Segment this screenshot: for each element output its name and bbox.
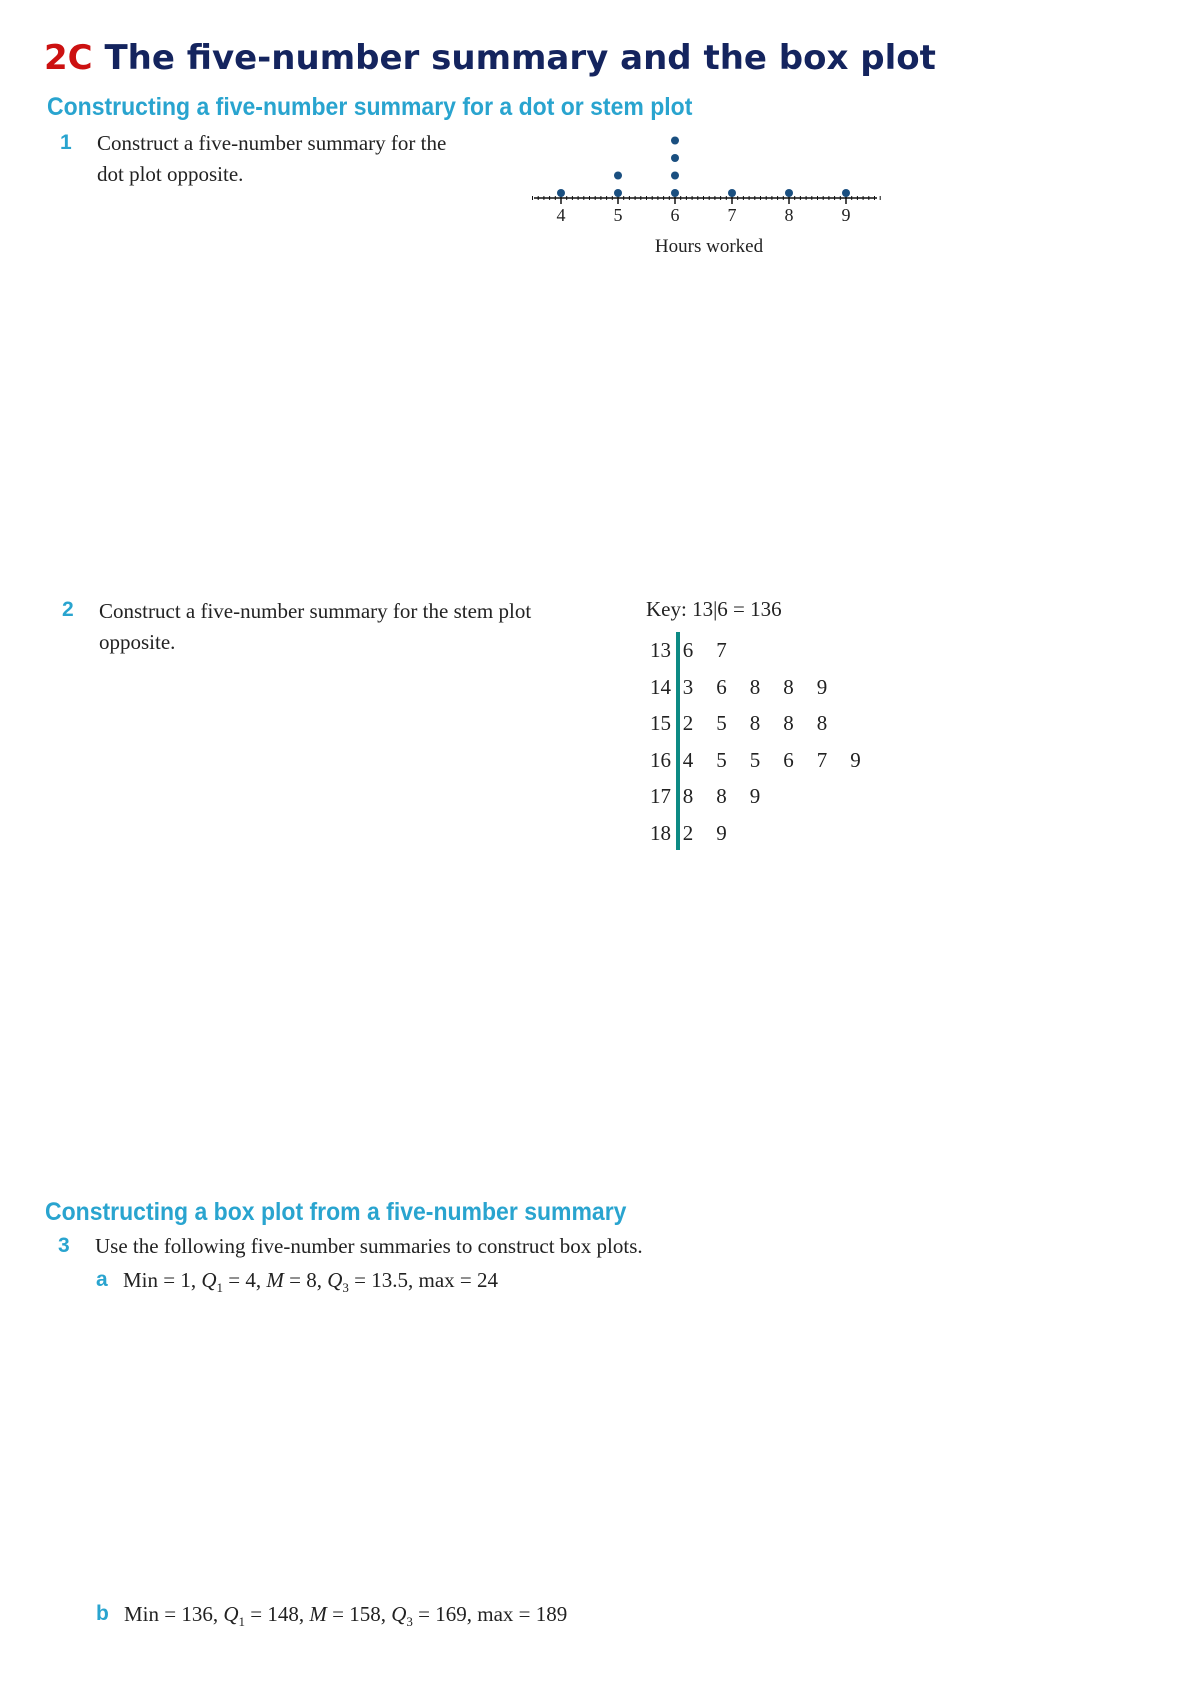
leaf-value: 6 xyxy=(716,674,727,699)
data-dot xyxy=(728,189,736,197)
stem-value: 16 xyxy=(650,747,671,772)
question-1-line-1: Construct a five-number summary for the xyxy=(97,131,447,155)
stem-value: 15 xyxy=(650,711,671,735)
data-dot xyxy=(614,189,622,197)
leaf-value: 9 xyxy=(850,747,861,772)
section-heading-box-plot: Constructing a box plot from a five-number summary xyxy=(45,1198,627,1226)
leaf-value: 9 xyxy=(749,784,761,808)
part-a-summary: Min = 1, $Q_1 = 4$, M = 8, $Q_3 = 13.5$, max = 24 xyxy=(123,1268,498,1296)
question-2-text xyxy=(99,596,531,658)
stem-plot-key: Key: 13|6 = 136 xyxy=(646,597,782,621)
question-3-text: Use the following five-number summaries to construct box plots. xyxy=(95,1234,643,1258)
leaf-value: 8 xyxy=(749,711,761,735)
question-2-line-1: Construct a five-number summary for the stem plot xyxy=(99,599,532,623)
leaf-value: 7 xyxy=(816,747,828,772)
stem-row xyxy=(646,632,727,668)
data-dot xyxy=(671,172,679,180)
question-number-3: 3 xyxy=(58,1234,70,1257)
part-a-label: a xyxy=(96,1268,108,1291)
leaf-value: 8 xyxy=(716,784,727,808)
data-dot xyxy=(785,189,793,197)
stem-value: 18 xyxy=(650,820,671,845)
leaf-value: 9 xyxy=(816,674,828,699)
leaf-value: 9 xyxy=(716,820,727,845)
dot-plot xyxy=(525,125,885,260)
stem-value: 13 xyxy=(650,638,671,662)
leaf-value: 7 xyxy=(716,638,727,662)
leaf-value: 5 xyxy=(716,747,727,772)
question-1-line-2: dot plot opposite. xyxy=(97,162,244,186)
leaf-value: 8 xyxy=(749,674,761,699)
dots xyxy=(557,137,850,198)
section-heading-dot-stem: Constructing a five-number summary for a dot or stem plot xyxy=(47,93,693,121)
tick-label: 9 xyxy=(841,205,851,225)
tick-label: 5 xyxy=(613,205,623,225)
stem-row xyxy=(646,742,861,778)
leaf-value: 2 xyxy=(682,820,694,845)
data-dot xyxy=(671,189,679,197)
tick-label: 7 xyxy=(727,205,737,225)
question-number-1: 1 xyxy=(60,131,72,154)
section-code: 2C xyxy=(44,38,93,78)
question-2-line-2: opposite. xyxy=(99,630,176,654)
data-dot xyxy=(557,189,565,197)
data-dot xyxy=(842,189,850,197)
stem-divider xyxy=(676,632,680,850)
leaf-value: 5 xyxy=(716,711,727,735)
leaf-value: 8 xyxy=(783,711,794,735)
question-1-text xyxy=(97,128,446,190)
data-dot xyxy=(671,137,679,145)
data-dot xyxy=(614,172,622,180)
page-title xyxy=(44,38,936,78)
tick-label: 8 xyxy=(784,205,794,225)
stem-row xyxy=(646,705,828,741)
leaf-value: 8 xyxy=(816,711,828,735)
question-number-2: 2 xyxy=(62,598,74,621)
stem-row xyxy=(646,778,761,814)
stem-value: 17 xyxy=(650,784,671,808)
leaf-value: 6 xyxy=(783,747,794,772)
leaf-value: 2 xyxy=(682,711,694,735)
leaf-value: 4 xyxy=(682,747,694,772)
part-b-label: b xyxy=(96,1602,109,1625)
stem-value: 14 xyxy=(650,674,671,699)
leaf-value: 3 xyxy=(682,674,694,699)
stem-row xyxy=(646,815,727,851)
tick-label: 4 xyxy=(556,205,566,225)
stem-row xyxy=(646,669,828,705)
leaf-value: 5 xyxy=(749,747,761,772)
tick-label: 6 xyxy=(670,205,680,225)
leaf-value: 8 xyxy=(682,784,694,808)
x-axis-label: Hours worked xyxy=(654,236,764,257)
data-dot xyxy=(671,154,679,162)
part-b-summary: Min = 136, $Q_1 = 148$, M = 158, $Q_3 = 169$, max = 189 xyxy=(124,1602,568,1630)
leaf-value: 8 xyxy=(783,674,794,699)
title-text: The five-number summary and the box plot xyxy=(104,38,936,78)
leaf-value: 6 xyxy=(682,638,694,662)
